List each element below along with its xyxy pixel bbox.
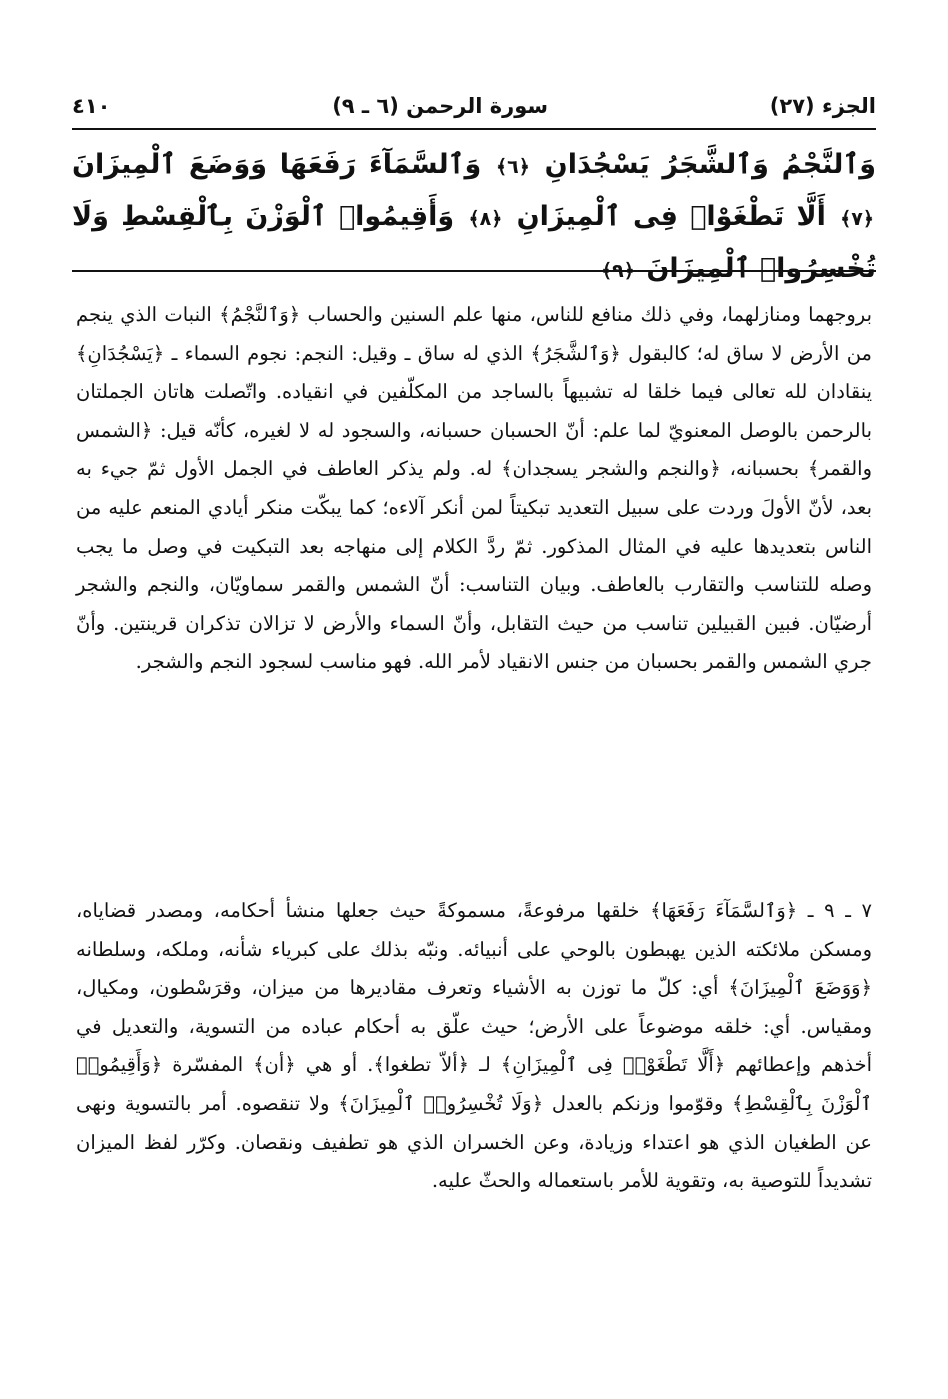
commentary-paragraph-1: بروجهما ومنازلهما، وفي ذلك منافع للناس، منها علم السنين والحساب ﴿وَٱلنَّجْمُ﴾ النبات الذي ينجم من الأرض لا ساق له؛ كالبقول ﴿وَٱلشَّجَرُ﴾ الذي له ساق ـ وقيل: النجم: نجوم السماء ـ ﴿يَسْجُدَانِ﴾ ينقادان لله تعالى فيما خلقا له تشبيهاً بالساجد من المكلّفين في انقياده. واتّصلت هاتان الجملتان بالرحمن بالوصل المعنويّ لما علم: أنّ الحسبان حسبانه، والسجود له لا لغيره، كأنّه قيل: ﴿الشمس والقمر﴾ بحسبانه، ﴿والنجم والشجر يسجدان﴾ له. ولم يذكر العاطف في الجمل الأول ثمّ جيء به بعد، لأنّ الأولَ وردت على سبيل التعديد تبكيتاً لمن أنكر آلاءه؛ كما يبكّت منكر أيادي المنعم عليه من الناس بتعديدها عليه في المثال المذكور. ثمّ ردَّ الكلام إلى منهاجه بعد التبكيت في وصل ما يجب وصله للتناسب والتقارب بالعاطف. وبيان التناسب: أنّ الشمس والقمر سماويّان، والنجم والشجر أرضيّان. فبين القبيلين تناسب من حيث التقابل، وأنّ السماء والأرض لا تزالان تذكران قرينتين. وأنّ جري الشمس والقمر بحسبان من جنس الانقياد لأمر الله. فهو مناسب لسجود النجم والشجر. bbox=[76, 303, 872, 674]
verse-8-text: أَلَّا تَطْغَوْا۟ فِى ٱلْمِيزَانِ bbox=[516, 201, 826, 232]
verse-7-number: ﴿٧﴾ bbox=[840, 208, 874, 230]
header-divider bbox=[72, 128, 876, 130]
verse-7-text: وَٱلسَّمَآءَ رَفَعَهَا وَوَضَعَ ٱلْمِيزَانَ bbox=[72, 149, 482, 180]
surah-title: سورة الرحمن (٦ ـ ٩) bbox=[332, 94, 549, 118]
page-header bbox=[72, 86, 876, 126]
page-number: ٤١٠ bbox=[72, 94, 111, 118]
juz-label: الجزء (٢٧) bbox=[769, 94, 876, 118]
commentary-paragraph-2: ٧ ـ ٩ ـ ﴿وَٱلسَّمَآءَ رَفَعَهَا﴾ خلقها مرفوعةً، مسموكةً حيث جعلها منشأ أحكامه، ومصدر قضاياه، ومسكن ملائكته الذين يهبطون بالوحي على أنبيائه. ونبّه بذلك على كبرياء شأنه، وملكه، وسلطانه ﴿وَوَضَعَ ٱلْمِيزَانَ﴾ أي: كلّ ما توزن به الأشياء وتعرف مقاديرها من ميزان، وقرَسْطون، ومكيال، ومقياس. أي: خلقه موضوعاً على الأرض؛ حيث علّق به أحكام عباده من التسوية، والتعديل في أخذهم وإعطائهم ﴿أَلَّا تَطْغَوْا۟ فِى ٱلْمِيزَانِ﴾ لـ ﴿ألاّ تطغوا﴾. أو هي ﴿أن﴾ المفسّرة ﴿وَأَقِيمُوا۟ ٱلْوَزْنَ بِٱلْقِسْطِ﴾ وقوّموا وزنكم بالعدل ﴿وَلَا تُخْسِرُوا۟ ٱلْمِيزَانَ﴾ ولا تنقصوه. أمر بالتسوية ونهى عن الطغيان الذي هو اعتداء وزيادة، وعن الخسران الذي هو تطفيف ونقصان. وكرّر لفظ الميزان تشديداً للتوصية به، وتقوية للأمر باستعماله والحثّ عليه. bbox=[76, 899, 872, 1193]
verse-9-number: ﴿٩﴾ bbox=[601, 260, 635, 282]
quran-verses bbox=[72, 140, 876, 296]
verse-8-number: ﴿٨﴾ bbox=[468, 208, 503, 230]
verses-divider bbox=[72, 270, 876, 272]
verse-9-text: وَأَقِيمُوا۟ ٱلْوَزْنَ بِٱلْقِسْطِ وَلَا تُخْسِرُوا۟ ٱلْمِيزَانَ bbox=[72, 201, 876, 284]
verse-6-number: ﴿٦﴾ bbox=[496, 156, 530, 178]
verse-6-text: وَٱلنَّجْمُ وَٱلشَّجَرُ يَسْجُدَانِ bbox=[544, 149, 876, 180]
